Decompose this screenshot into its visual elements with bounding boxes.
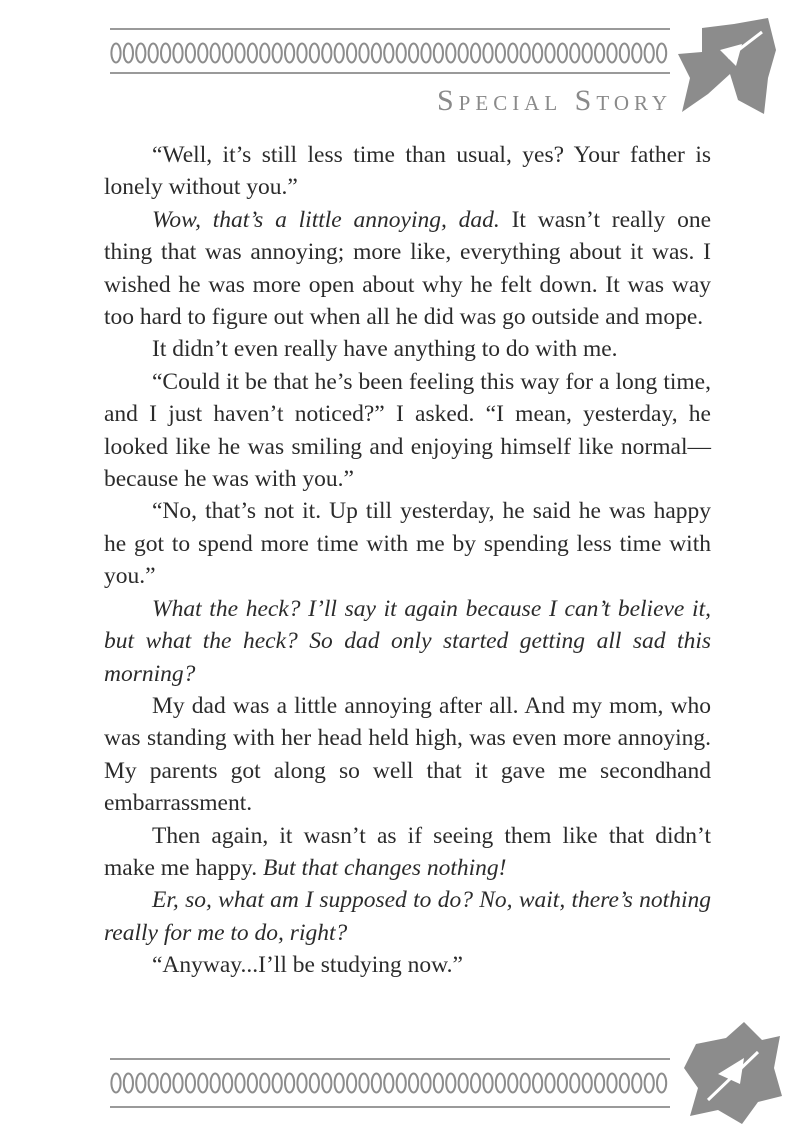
chain-link <box>521 44 530 63</box>
chain-link <box>570 1074 579 1093</box>
chain-link <box>657 44 666 63</box>
text-run: My dad was a little annoying after all. And my mom, who was standing with her head held high, was even more annoying. My parents got along so well that it gave me secondhand embarrassment. <box>104 692 711 817</box>
corner-ornament-top-right <box>672 14 782 124</box>
chain-link <box>645 44 654 63</box>
chain-link <box>186 44 195 63</box>
chain-link <box>645 1074 654 1093</box>
chain-link <box>483 44 492 63</box>
chain-link <box>124 44 133 63</box>
chain-link <box>471 1074 480 1093</box>
chain-link <box>583 44 592 63</box>
chain-link <box>211 44 220 63</box>
chain-link <box>223 1074 232 1093</box>
chain-link <box>384 1074 393 1093</box>
chain-link <box>111 1074 120 1093</box>
paragraph <box>104 139 711 204</box>
italic-text: But that changes nothing! <box>263 854 507 881</box>
chain-link <box>533 44 542 63</box>
running-head-title: Special Story <box>437 84 672 117</box>
paragraph <box>104 820 711 885</box>
text-run: “Could it be that he’s been feeling this way for a long time, and I just haven’t noticed?” I asked. “I mean, yesterday, he looked like he was smiling and enjoying himself like normal—because he was with you.” <box>104 368 711 493</box>
chain-link <box>620 44 629 63</box>
chain-link <box>607 44 616 63</box>
chain-link <box>409 1074 418 1093</box>
chain-link <box>124 1074 133 1093</box>
chain-link <box>434 44 443 63</box>
chain-link <box>632 44 641 63</box>
chain-link <box>136 44 145 63</box>
chain-link <box>409 44 418 63</box>
top-rule-upper <box>110 28 670 30</box>
chain-link <box>508 1074 517 1093</box>
chain-link <box>471 44 480 63</box>
chain-link <box>570 44 579 63</box>
chain-link <box>111 44 120 63</box>
chain-link <box>421 44 430 63</box>
chain-link <box>359 44 368 63</box>
paragraph <box>104 495 711 592</box>
chain-link <box>620 1074 629 1093</box>
chain-link <box>186 1074 195 1093</box>
chain-link <box>297 44 306 63</box>
chain-link <box>273 1074 282 1093</box>
chain-link <box>235 1074 244 1093</box>
chain-link <box>632 1074 641 1093</box>
chain-link <box>359 1074 368 1093</box>
chain-link <box>136 1074 145 1093</box>
paragraph <box>104 366 711 496</box>
chain-link <box>496 1074 505 1093</box>
chain-link <box>260 44 269 63</box>
chain-link <box>607 1074 616 1093</box>
chain-link <box>198 44 207 63</box>
chain-link <box>545 1074 554 1093</box>
text-run: It wasn’t really one thing that was annoying; more like, everything about it was. I wished he was more open about why he felt down. It was way too hard to figure out when all he did was go outside and mope. <box>104 206 711 331</box>
chain-link <box>483 1074 492 1093</box>
chain-link <box>545 44 554 63</box>
chain-link <box>285 44 294 63</box>
chain-link <box>372 1074 381 1093</box>
chain-link <box>260 1074 269 1093</box>
chain-link <box>459 44 468 63</box>
paragraph <box>104 593 711 690</box>
chain-link <box>322 1074 331 1093</box>
chain-link <box>446 44 455 63</box>
text-run: “Anyway...I’ll be studying now.” <box>152 952 463 979</box>
chain-link <box>459 1074 468 1093</box>
paragraph <box>104 949 711 981</box>
chain-link <box>223 44 232 63</box>
text-run: Then again, it wasn’t as if seeing them like that didn’t make me happy. <box>104 822 711 881</box>
chain-link <box>496 44 505 63</box>
chain-link <box>235 44 244 63</box>
top-chain-ornament <box>110 40 670 66</box>
chain-link <box>335 1074 344 1093</box>
chain-link <box>211 1074 220 1093</box>
chain-link <box>347 44 356 63</box>
chain-link <box>372 44 381 63</box>
chain-link <box>173 44 182 63</box>
italic-text: Wow, that’s a little annoying, dad. <box>152 206 500 233</box>
chain-link <box>657 1074 666 1093</box>
paragraph <box>104 204 711 334</box>
text-run: It didn’t even really have anything to do with me. <box>152 336 618 363</box>
chain-link <box>322 44 331 63</box>
chain-link <box>198 1074 207 1093</box>
body-text <box>104 139 711 982</box>
chain-link <box>310 44 319 63</box>
chain-link <box>161 44 170 63</box>
chain-link <box>421 1074 430 1093</box>
paragraph <box>104 884 711 949</box>
chain-link <box>508 44 517 63</box>
bottom-rule-upper <box>110 1058 670 1060</box>
bottom-rule-lower <box>110 1106 670 1108</box>
chain-link <box>384 44 393 63</box>
chain-link <box>533 1074 542 1093</box>
chain-link <box>273 44 282 63</box>
corner-ornament-bottom-right <box>678 1018 788 1128</box>
chain-link <box>173 1074 182 1093</box>
text-run: “No, that’s not it. Up till yesterday, he said he was happy he got to spend more time with me by spending less time with you.” <box>104 498 711 590</box>
chain-link <box>297 1074 306 1093</box>
chain-link <box>347 1074 356 1093</box>
chain-link <box>335 44 344 63</box>
paragraph <box>104 333 711 365</box>
chain-link <box>248 44 257 63</box>
chain-link <box>595 1074 604 1093</box>
chain-link <box>446 1074 455 1093</box>
chain-link <box>149 1074 158 1093</box>
chain-link <box>310 1074 319 1093</box>
chain-link <box>397 44 406 63</box>
chain-link <box>397 1074 406 1093</box>
italic-text: What the heck? I’ll say it again because I can’t believe it, but what the heck? So dad only started getting all sad this morning? <box>104 595 711 687</box>
chain-link <box>521 1074 530 1093</box>
chain-link <box>558 44 567 63</box>
chain-link <box>558 1074 567 1093</box>
chain-link <box>583 1074 592 1093</box>
chain-link <box>248 1074 257 1093</box>
chain-link <box>434 1074 443 1093</box>
chain-link <box>595 44 604 63</box>
chain-link <box>161 1074 170 1093</box>
italic-text: Er, so, what am I supposed to do? No, wait, there’s nothing really for me to do, right? <box>104 887 711 946</box>
chain-link <box>149 44 158 63</box>
bottom-chain-ornament <box>110 1070 670 1096</box>
paragraph <box>104 690 711 820</box>
top-rule-lower <box>110 72 670 74</box>
chain-link <box>285 1074 294 1093</box>
text-run: “Well, it’s still less time than usual, yes? Your father is lonely without you.” <box>104 142 711 201</box>
